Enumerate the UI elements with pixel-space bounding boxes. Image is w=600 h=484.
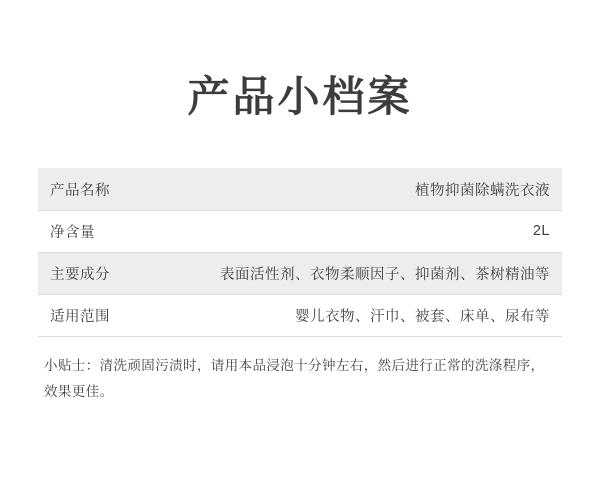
page-title: 产品小档案 xyxy=(187,73,413,120)
spec-label: 净含量 xyxy=(38,210,174,252)
product-spec-table xyxy=(38,168,562,337)
tip-text: 小贴士：清洗顽固污渍时，请用本品浸泡十分钟左右，然后进行正常的洗涤程序，效果更佳。 xyxy=(44,357,545,400)
spec-value: 植物抑菌除螨洗衣液 xyxy=(174,168,562,210)
table-row xyxy=(38,210,562,252)
spec-value: 2L xyxy=(174,210,562,252)
spec-label: 适用范围 xyxy=(38,294,174,336)
spec-label: 产品名称 xyxy=(38,168,174,210)
table-body xyxy=(38,168,562,336)
spec-value: 表面活性剂、衣物柔顺因子、抑菌剂、茶树精油等 xyxy=(174,252,562,294)
spec-value: 婴儿衣物、汗巾、被套、床单、尿布等 xyxy=(174,294,562,336)
table-row xyxy=(38,168,562,210)
table-row xyxy=(38,252,562,294)
spec-label: 主要成分 xyxy=(38,252,174,294)
table-row xyxy=(38,294,562,336)
